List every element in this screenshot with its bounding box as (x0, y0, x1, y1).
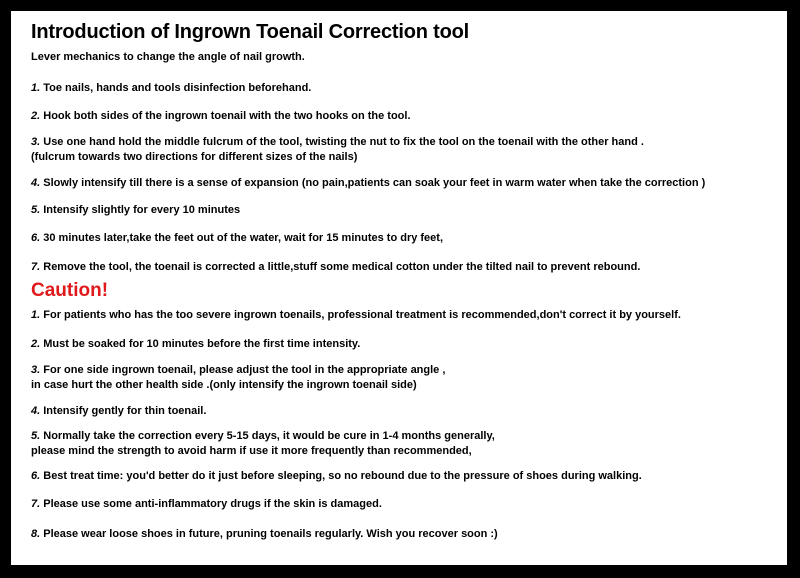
caution-heading: Caution! (31, 280, 109, 301)
step-text: 30 minutes later,take the feet out of the water, wait for 15 minutes to dry feet, (43, 232, 444, 244)
caution-text: Intensify gently for thin toenail. (43, 405, 207, 417)
caution-text: For patients who has the too severe ingrown toenails, professional treatment is recommended,don't correct it by yourself. (43, 309, 681, 321)
step-item (31, 109, 411, 124)
caution-number: 4. (31, 405, 41, 417)
caution-text: Must be soaked for 10 minutes before the first time intensity. (43, 338, 361, 350)
step-number: 2. (31, 110, 41, 122)
caution-item (31, 337, 360, 352)
step-text: Toe nails, hands and tools disinfection beforehand. (43, 82, 312, 94)
caution-text: For one side ingrown toenail, please adjust the tool in the appropriate angle , (43, 364, 446, 376)
caution-text: Please wear loose shoes in future, pruning toenails regularly. Wish you recover soon :) (43, 528, 498, 540)
caution-item (31, 363, 445, 393)
step-text: Slowly intensify till there is a sense of expansion (no pain,patients can soak your feet in warm water when take the correction ) (43, 177, 706, 189)
caution-item (31, 469, 642, 484)
step-number: 7. (31, 261, 41, 273)
step-item (31, 176, 705, 191)
document-subtitle: Lever mechanics to change the angle of nail growth. (31, 51, 305, 63)
document-title: Introduction of Ingrown Toenail Correction tool (31, 21, 469, 43)
caution-number: 1. (31, 309, 41, 321)
caution-item (31, 404, 206, 419)
step-number: 6. (31, 232, 41, 244)
step-item (31, 203, 240, 218)
instruction-sheet (11, 11, 787, 565)
step-item (31, 260, 640, 275)
caution-number: 3. (31, 364, 41, 376)
caution-number: 5. (31, 430, 41, 442)
caution-item (31, 497, 382, 512)
step-text: Hook both sides of the ingrown toenail with the two hooks on the tool. (43, 110, 411, 122)
caution-number: 2. (31, 338, 41, 350)
caution-text-continued: in case hurt the other health side .(only intensify the ingrown toenail side) (31, 379, 417, 391)
step-text: Remove the tool, the toenail is corrected a little,stuff some medical cotton under the tilted nail to prevent rebound. (43, 261, 641, 273)
step-number: 3. (31, 136, 41, 148)
caution-item (31, 429, 495, 459)
step-item (31, 81, 311, 96)
caution-text: Please use some anti-inflammatory drugs if the skin is damaged. (43, 498, 382, 510)
step-item (31, 135, 644, 165)
step-item (31, 231, 443, 246)
caution-number: 8. (31, 528, 41, 540)
caution-number: 6. (31, 470, 41, 482)
step-number: 4. (31, 177, 41, 189)
step-number: 5. (31, 204, 41, 216)
step-text: Use one hand hold the middle fulcrum of the tool, twisting the nut to fix the tool on the toenail with the other hand . (43, 136, 644, 148)
caution-text: Best treat time: you'd better do it just before sleeping, so no rebound due to the pressure of shoes during walking. (43, 470, 642, 482)
caution-number: 7. (31, 498, 41, 510)
caution-item (31, 308, 681, 323)
caution-item (31, 527, 498, 542)
caution-text-continued: please mind the strength to avoid harm if use it more frequently than recommended, (31, 445, 472, 457)
step-text-continued: (fulcrum towards two directions for different sizes of the nails) (31, 151, 358, 163)
caution-text: Normally take the correction every 5-15 days, it would be cure in 1-4 months generally, (43, 430, 495, 442)
step-number: 1. (31, 82, 41, 94)
step-text: Intensify slightly for every 10 minutes (43, 204, 241, 216)
